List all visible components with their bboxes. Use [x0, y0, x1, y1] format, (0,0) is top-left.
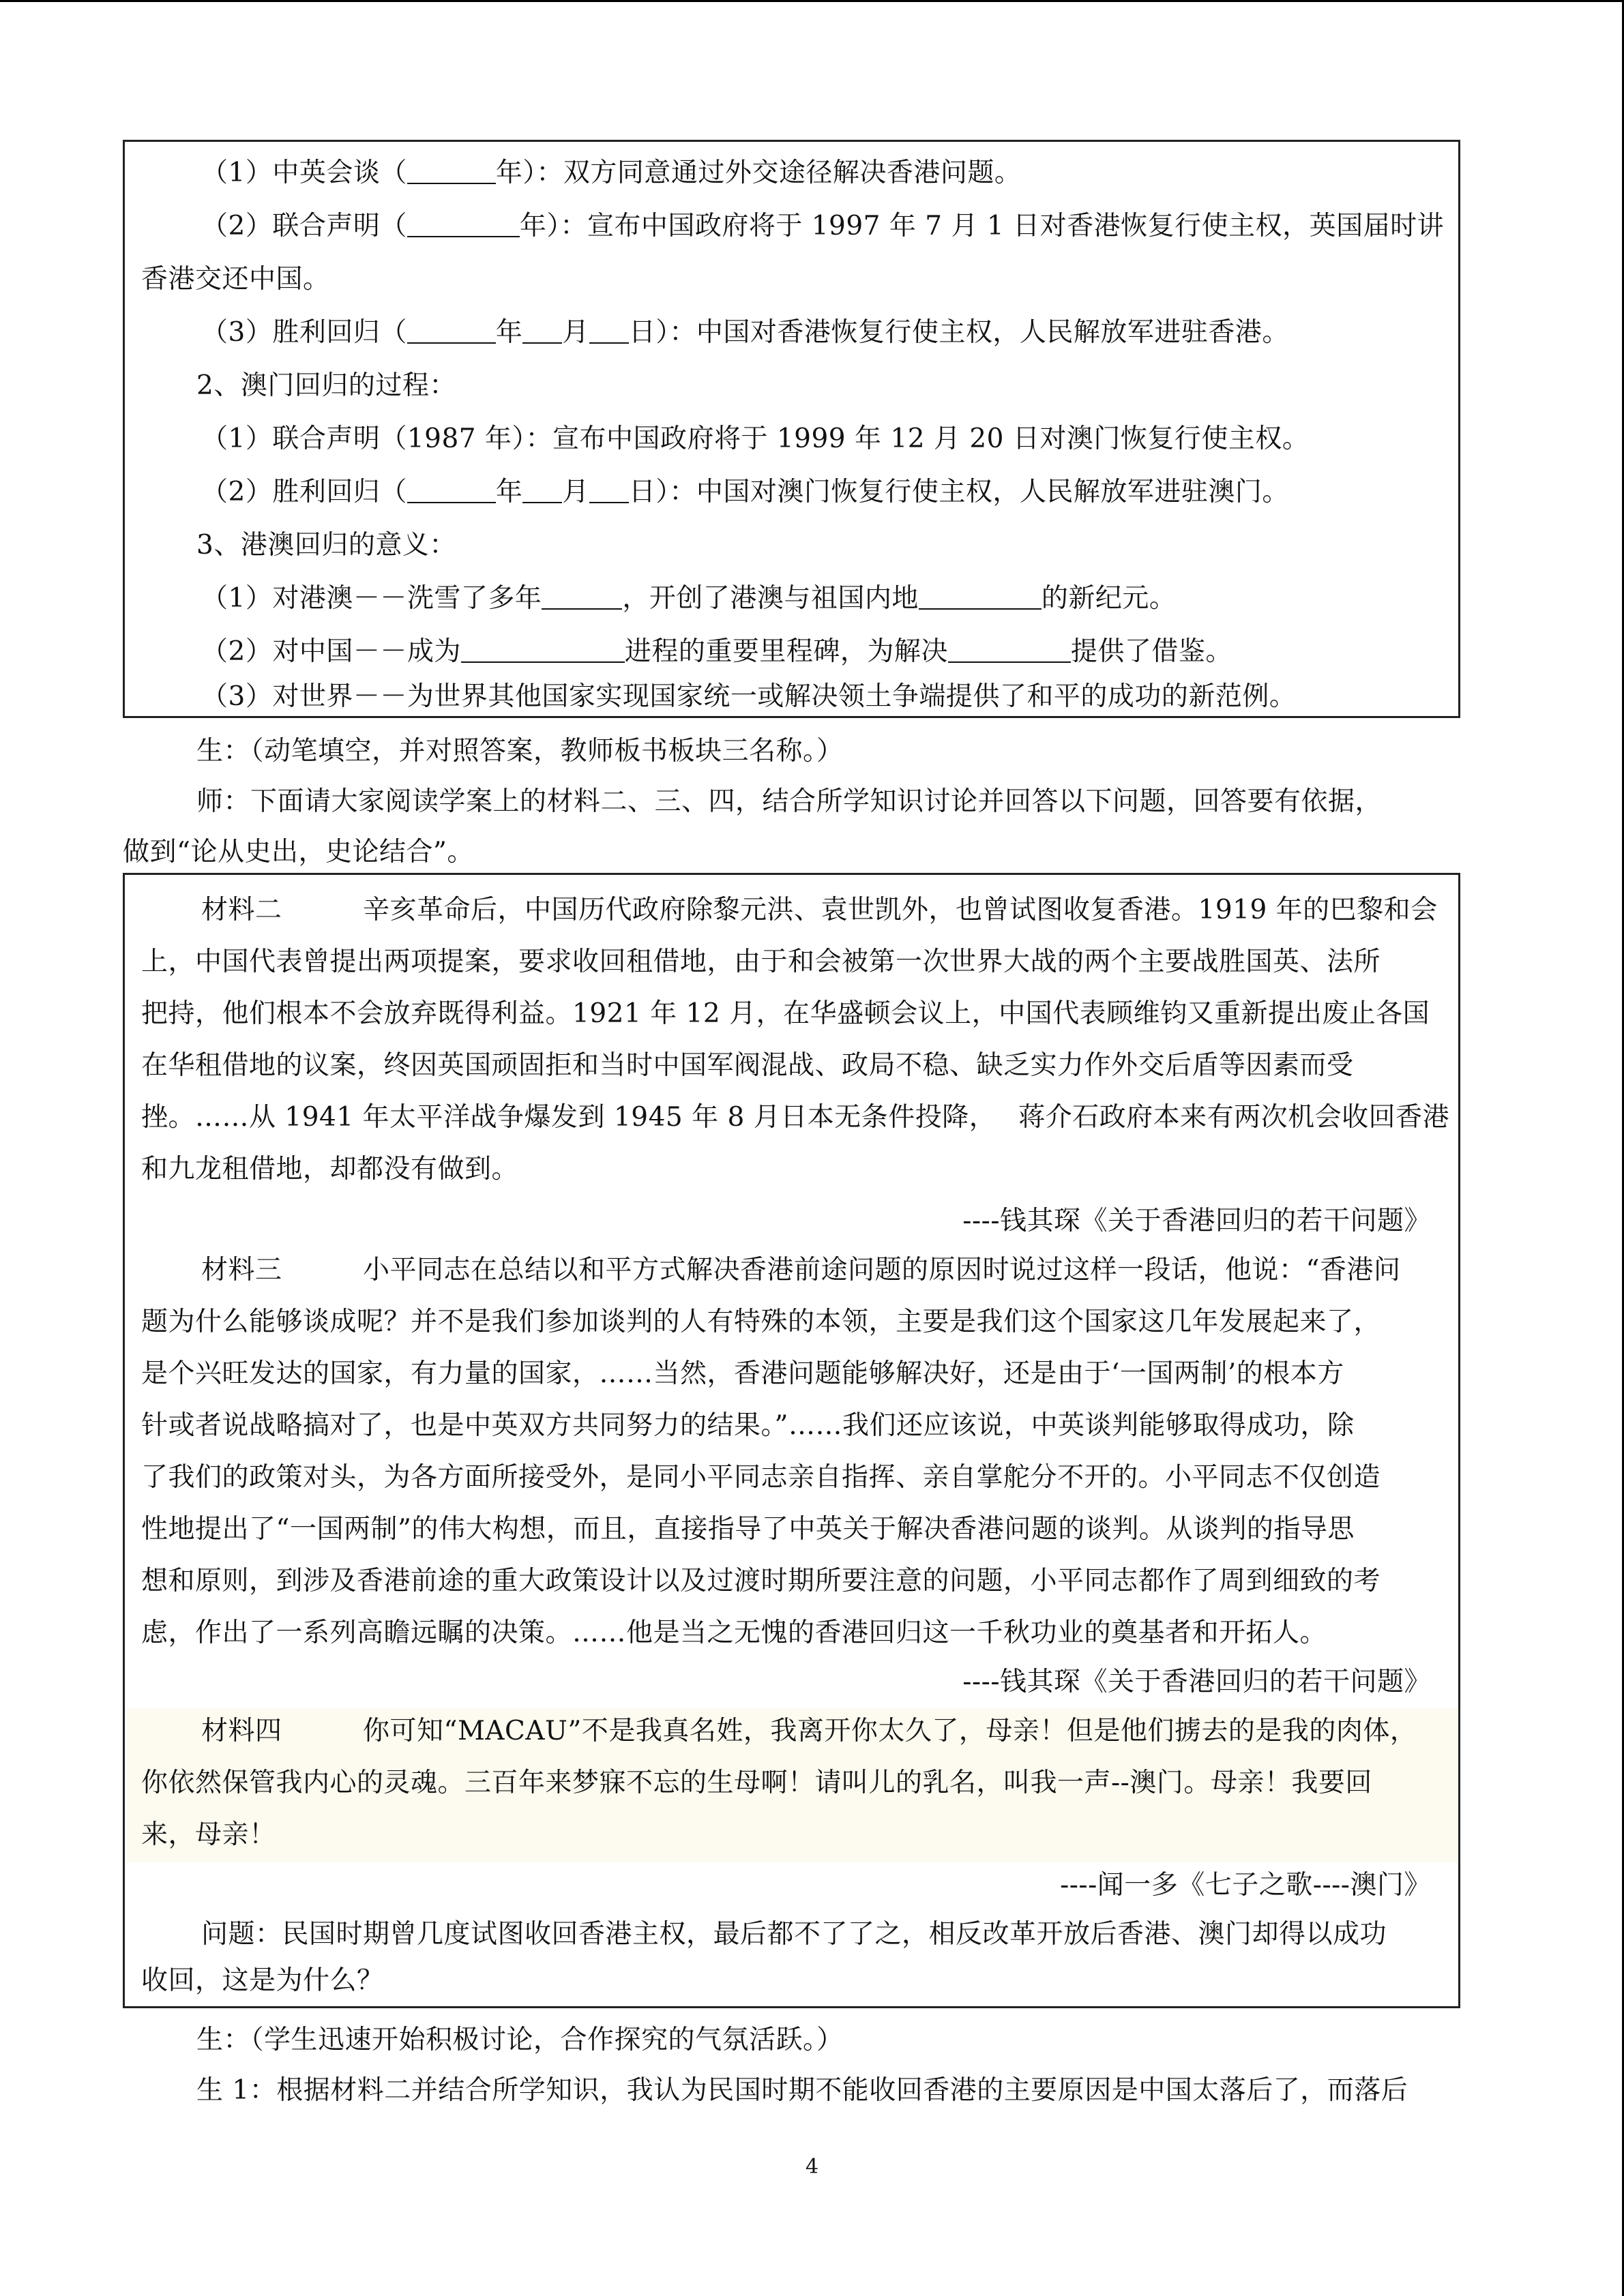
box1-line-4: （3）胜利回归（ 年 月 日）：中国对香港恢复行使主权，人民解放军进驻香港。 [201, 317, 1289, 348]
material-4-line-3: 来，母亲！ [141, 1819, 276, 1850]
student-1-line: 生 1：根据材料二并结合所学知识，我认为民国时期不能收回香港的主要原因是中国太落后了，而落后 [196, 2075, 1408, 2106]
material-3-line-5: 了我们的政策对头，为各方面所接受外，是同小平同志亲自指挥、亲自掌舵分不开的。小平同志不仅创造 [141, 1462, 1381, 1493]
box1-line-3: 香港交还中国。 [141, 264, 330, 295]
student-line-2: 生：（学生迅速开始积极讨论，合作探究的气氛活跃。） [196, 2025, 844, 2055]
material-3-line-8: 虑，作出了一系列高瞻远瞩的决策。……他是当之无愧的香港回归这一千秋功业的奠基者和开拓人。 [141, 1617, 1327, 1648]
student-line-1: 生：（动笔填空，并对照答案，教师板书板块三名称。） [196, 736, 844, 766]
box1-line-11: （3）对世界－－为世界其他国家实现国家统一或解决领土争端提供了和平的成功的新范例。 [201, 681, 1297, 712]
material-2-line-6: 和九龙租借地，却都没有做到。 [141, 1154, 519, 1184]
material-2-line-5: 挫。……从 1941 年太平洋战争爆发到 1945 年 8 月日本无条件投降， 蒋介石政府本来有两次机会收回香港 [141, 1102, 1450, 1133]
question-line-2: 收回，这是为什么？ [141, 1965, 384, 1996]
box1-line-1: （1）中英会谈（ 年）：双方同意通过外交途径解决香港问题。 [201, 158, 1022, 188]
materials-box [123, 873, 1460, 2008]
question-line-1: 问题：民国时期曾几度试图收回香港主权，最后都不了了之，相反改革开放后香港、澳门却得以成功 [201, 1919, 1387, 1950]
teacher-line-2: 做到“论从史出，史论结合”。 [123, 837, 474, 867]
box1-line-8: 3、港澳回归的意义： [196, 530, 456, 561]
material-2-source: ----钱其琛《关于香港回归的若干问题》 [962, 1206, 1431, 1236]
answer-box-1 [123, 140, 1460, 718]
material-3-line-2: 题为什么能够谈成呢？并不是我们参加谈判的人有特殊的本领，主要是我们这个国家这几年发展起来了， [141, 1307, 1381, 1337]
material-3-line-4: 针或者说战略搞对了，也是中英双方共同努力的结果。”……我们还应该说，中英谈判能够取得成功，除 [141, 1410, 1355, 1441]
material-3-line-3: 是个兴旺发达的国家，有力量的国家，……当然，香港问题能够解决好，还是由于‘一国两制’的根本方 [141, 1358, 1344, 1389]
box1-line-10: （2）对中国－－成为 进程的重要里程碑，为解决 提供了借鉴。 [201, 636, 1232, 667]
material-4-line-2: 你依然保管我内心的灵魂。三百年来梦寐不忘的生母啊！请叫儿的乳名，叫我一声--澳门。母亲！我要回 [141, 1768, 1372, 1798]
material-4-source: ----闻一多《七子之歌----澳门》 [1060, 1870, 1431, 1900]
material-2-line-3: 把持，他们根本不会放弃既得利益。1921 年 12 月，在华盛顿会议上，中国代表顾维钧又重新提出废止各国 [141, 998, 1430, 1029]
material-4-line-1: 材料四 你可知“MACAU”不是我真名姓，我离开你太久了，母亲！但是他们掳去的是我的肉体， [201, 1716, 1417, 1746]
material-2-line-1: 材料二 辛亥革命后，中国历代政府除黎元洪、袁世凯外，也曾试图收复香港。1919 年的巴黎和会 [201, 895, 1438, 925]
material-2-line-2: 上，中国代表曾提出两项提案，要求收回租借地，由于和会被第一次世界大战的两个主要战胜国英、法所 [141, 946, 1381, 977]
teacher-line-1: 师：下面请大家阅读学案上的材料二、三、四，结合所学知识讨论并回答以下问题，回答要有依据， [196, 786, 1383, 817]
box1-line-6: （1）联合声明（1987 年）：宣布中国政府将于 1999 年 12 月 20 日对澳门恢复行使主权。 [201, 423, 1310, 454]
material-3-line-6: 性地提出了“一国两制”的伟大构想，而且，直接指导了中英关于解决香港问题的谈判。从谈判的指导思 [141, 1514, 1355, 1545]
page-number: 4 [805, 2155, 819, 2179]
box1-line-2: （2）联合声明（ 年）：宣布中国政府将于 1997 年 7 月 1 日对香港恢复行使主权，英国届时讲 [201, 211, 1445, 241]
material-3-source: ----钱其琛《关于香港回归的若干问题》 [962, 1667, 1431, 1697]
page-top-border [0, 0, 1624, 2]
box1-line-7: （2）胜利回归（ 年 月 日）：中国对澳门恢复行使主权，人民解放军进驻澳门。 [201, 477, 1289, 507]
material-3-line-7: 想和原则，到涉及香港前途的重大政策设计以及过渡时期所要注意的问题，小平同志都作了周到细致的考 [141, 1566, 1381, 1596]
material-3-line-1: 材料三 小平同志在总结以和平方式解决香港前途问题的原因时说过这样一段话，他说：“香港问 [201, 1255, 1401, 1285]
box1-line-9: （1）对港澳－－洗雪了多年 ，开创了港澳与祖国内地 的新纪元。 [201, 583, 1177, 614]
box1-line-5: 2、澳门回归的过程： [196, 370, 456, 401]
material-2-line-4: 在华租借地的议案，终因英国顽固拒和当时中国军阀混战、政局不稳、缺乏实力作外交后盾等因素而受 [141, 1050, 1354, 1081]
